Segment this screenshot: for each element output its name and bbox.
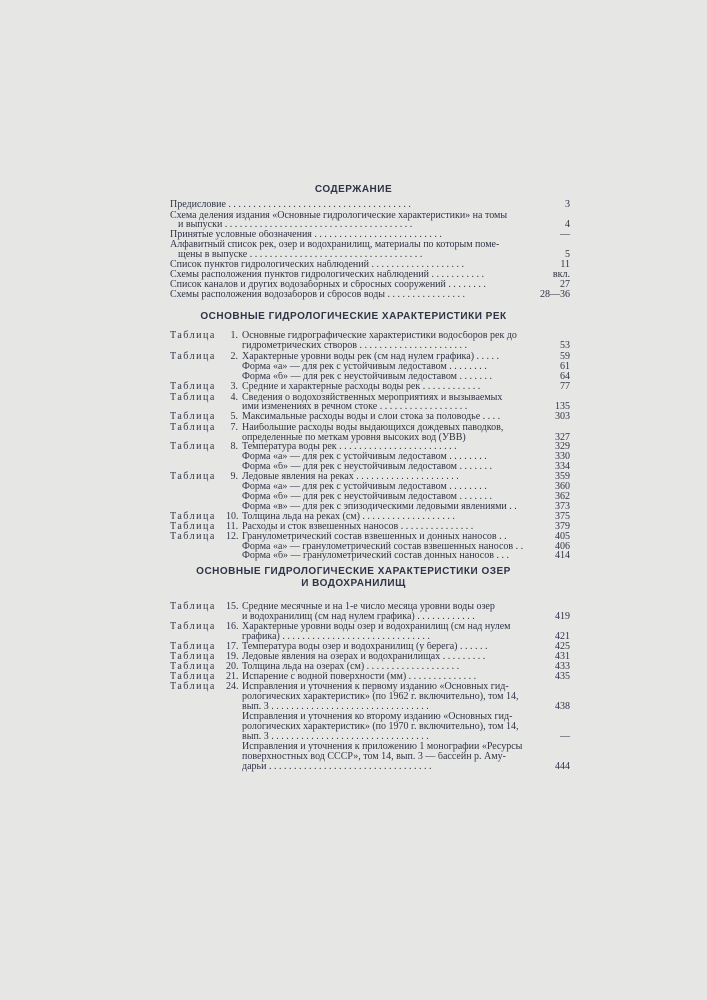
contents-entry-text: Предисловие . . . . . . . . . . . . . . . . . . . . . . . . . . . . . . . . . . . . . bbox=[170, 200, 411, 210]
table-number: 4. bbox=[230, 392, 238, 403]
table-entry-page: 425 bbox=[555, 641, 570, 652]
table-entry-text: вып. 3 . . . . . . . . . . . . . . . . . . . . . . . . . . . . . . . . bbox=[242, 702, 429, 712]
contents-heading: СОДЕРЖАНИЕ bbox=[314, 184, 393, 195]
table-number: 5. bbox=[230, 411, 238, 422]
table-entry-text: Форма «б» — для рек с неустойчивым ледоставом . . . . . . . bbox=[242, 372, 492, 382]
table-entry-text: и водохранилищ (см над нулем графика) . . . . . . . . . . . . bbox=[242, 612, 475, 622]
table-label: Таблица bbox=[170, 422, 216, 433]
table-entry-page: 359 bbox=[555, 471, 570, 482]
section-rivers-title: ОСНОВНЫЕ ГИДРОЛОГИЧЕСКИЕ ХАРАКТЕРИСТИКИ РЕК bbox=[200, 311, 507, 322]
table-entry-text: Максимальные расходы воды и слои стока за половодье . . . . bbox=[242, 412, 501, 422]
table-entry-page: 405 bbox=[555, 531, 570, 542]
table-entry-page: 330 bbox=[555, 451, 570, 462]
table-entry-page: 414 bbox=[555, 550, 570, 561]
contents-entry-text: и выпуски . . . . . . . . . . . . . . . . . . . . . . . . . . . . . . . . . . . . . . bbox=[178, 220, 413, 230]
contents-entry-page: 27 bbox=[560, 279, 570, 290]
table-label: Таблица bbox=[170, 351, 216, 362]
table-label: Таблица bbox=[170, 601, 216, 612]
table-entry-text: Исправления и уточнения к первому изданию «Основных гид- bbox=[242, 682, 509, 692]
contents-entry-text: Список каналов и других водозаборных и сбросных сооружений . . . . . . . . bbox=[170, 280, 486, 290]
table-entry-page: 334 bbox=[555, 461, 570, 472]
table-entry-text: Форма «а» — для рек с устойчивым ледоставом . . . . . . . . bbox=[242, 452, 487, 462]
table-number: 8. bbox=[230, 441, 238, 452]
table-number: 2. bbox=[230, 351, 238, 362]
contents-entry-text: Принятые условные обозначения . . . . . . . . . . . . . . . . . . . . . . . . . . bbox=[170, 230, 442, 240]
table-entry-text: ими изменениях в речном стоке . . . . . . . . . . . . . . . . . . bbox=[242, 402, 468, 412]
table-entry-text: Исправления и уточнения ко второму изданию «Основных гид- bbox=[242, 712, 513, 722]
table-entry-text: Форма «а» — гранулометрический состав взвешенных наносов . . bbox=[242, 542, 524, 552]
table-number: 20. bbox=[226, 661, 239, 672]
table-number: 3. bbox=[230, 381, 238, 392]
table-entry-text: Форма «в» — для рек с эпизодическими ледовыми явлениями . . bbox=[242, 502, 517, 512]
table-label: Таблица bbox=[170, 392, 216, 403]
table-label: Таблица bbox=[170, 441, 216, 452]
table-number: 1. bbox=[230, 330, 238, 341]
table-entry-text: Характерные уровни воды озер и водохранилищ (см над нулем bbox=[242, 622, 511, 632]
table-entry-text: Форма «б» — для рек с неустойчивым ледоставом . . . . . . . bbox=[242, 462, 492, 472]
table-entry-text: Испарение с водной поверхности (мм) . . . . . . . . . . . . . . bbox=[242, 672, 477, 682]
contents-entry-text: Список пунктов гидрологических наблюдений . . . . . . . . . . . . . . . . . . . bbox=[170, 260, 464, 270]
table-entry-text: рологических характеристик» (по 1962 г. включительно), том 14, bbox=[242, 692, 519, 702]
table-entry-text: вып. 3 . . . . . . . . . . . . . . . . . . . . . . . . . . . . . . . . bbox=[242, 732, 429, 742]
table-entry-text: дарьи . . . . . . . . . . . . . . . . . . . . . . . . . . . . . . . . . bbox=[242, 762, 432, 772]
table-entry-text: Ледовые явления на реках . . . . . . . . . . . . . . . . . . . . . bbox=[242, 472, 459, 482]
table-entry-text: Наибольшие расходы воды выдающихся дождевых паводков, bbox=[242, 423, 504, 433]
table-entry-text: Форма «а» — для рек с устойчивым ледоставом . . . . . . . . bbox=[242, 482, 487, 492]
table-entry-text: поверхностных вод СССР», том 14, вып. 3 — бассейн р. Аму- bbox=[242, 752, 506, 762]
table-label: Таблица bbox=[170, 511, 216, 522]
contents-entry-page: 4 bbox=[565, 219, 570, 230]
contents-entry-page: 5 bbox=[565, 249, 570, 260]
table-entry-page: 327 bbox=[555, 432, 570, 443]
table-label: Таблица bbox=[170, 651, 216, 662]
contents-entry-page: вкл. bbox=[552, 269, 570, 280]
table-entry-page: 375 bbox=[555, 511, 570, 522]
contents-entry-page: 28—36 bbox=[540, 289, 570, 300]
contents-entry-text: Схемы расположения пунктов гидрологических наблюдений . . . . . . . . . . . bbox=[170, 270, 485, 280]
table-entry-page: 360 bbox=[555, 481, 570, 492]
contents-entry-page: 11 bbox=[560, 259, 570, 270]
table-label: Таблица bbox=[170, 531, 216, 542]
table-number: 16. bbox=[226, 621, 239, 632]
table-label: Таблица bbox=[170, 381, 216, 392]
table-entry-page: 444 bbox=[555, 761, 570, 772]
table-number: 19. bbox=[226, 651, 239, 662]
table-entry-page: 61 bbox=[560, 361, 570, 372]
table-entry-page: 303 bbox=[555, 411, 570, 422]
table-number: 10. bbox=[226, 511, 239, 522]
table-number: 15. bbox=[226, 601, 239, 612]
table-entry-page: 64 bbox=[560, 371, 570, 382]
contents-entry-page: 3 bbox=[565, 199, 570, 210]
table-number: 9. bbox=[230, 471, 238, 482]
table-entry-page: 406 bbox=[555, 541, 570, 552]
table-entry-text: Форма «б» — для рек с неустойчивым ледоставом . . . . . . . bbox=[242, 492, 492, 502]
table-entry-text: Сведения о водохозяйственных мероприятиях и вызываемых bbox=[242, 393, 503, 403]
table-number: 17. bbox=[226, 641, 239, 652]
table-entry-text: Температура воды озер и водохранилищ (у берега) . . . . . . bbox=[242, 642, 488, 652]
table-label: Таблица bbox=[170, 471, 216, 482]
table-number: 24. bbox=[226, 681, 239, 692]
contents-entry-text: Алфавитный список рек, озер и водохранилищ, материалы по которым поме- bbox=[170, 240, 500, 250]
table-entry-page: 77 bbox=[560, 381, 570, 392]
table-label: Таблица bbox=[170, 521, 216, 532]
contents-entry-text: щены в выпуске . . . . . . . . . . . . . . . . . . . . . . . . . . . . . . . . . . . bbox=[178, 250, 423, 260]
table-entry-page: 135 bbox=[555, 401, 570, 412]
table-entry-text: Толщина льда на озерах (см) . . . . . . . . . . . . . . . . . . . bbox=[242, 662, 460, 672]
table-entry-text: Средние и характерные расходы воды рек . . . . . . . . . . . . bbox=[242, 382, 481, 392]
table-label: Таблица bbox=[170, 411, 216, 422]
table-entry-text: Форма «а» — для рек с устойчивым ледоставом . . . . . . . . bbox=[242, 362, 487, 372]
table-entry-text: Толщина льда на реках (см) . . . . . . . . . . . . . . . . . . . bbox=[242, 512, 455, 522]
table-entry-text: Температура воды рек . . . . . . . . . . . . . . . . . . . . . . . . bbox=[242, 442, 457, 452]
table-entry-text: Исправления и уточнения к приложению 1 монографии «Ресурсы bbox=[242, 742, 523, 752]
table-entry-text: Гранулометрический состав взвешенных и донных наносов . . bbox=[242, 532, 507, 542]
table-entry-page: 53 bbox=[560, 340, 570, 351]
table-entry-text: определенные по меткам уровня высоких вод (УВВ) bbox=[242, 433, 466, 443]
table-label: Таблица bbox=[170, 681, 216, 692]
table-label: Таблица bbox=[170, 661, 216, 672]
table-entry-page: 435 bbox=[555, 671, 570, 682]
table-entry-text: Форма «б» — гранулометрический состав донных наносов . . . bbox=[242, 551, 509, 561]
table-number: 12. bbox=[226, 531, 239, 542]
table-entry-page: — bbox=[560, 731, 570, 742]
table-entry-text: Ледовые явления на озерах и водохранилищах . . . . . . . . . bbox=[242, 652, 486, 662]
contents-entry-text: Схемы расположения водозаборов и сбросов воды . . . . . . . . . . . . . . . . bbox=[170, 290, 465, 300]
table-label: Таблица bbox=[170, 621, 216, 632]
contents-entry-page: — bbox=[560, 229, 570, 240]
table-entry-text: Средние месячные и на 1-е число месяца уровни воды озер bbox=[242, 602, 495, 612]
table-entry-text: Характерные уровни воды рек (см над нулем графика) . . . . . bbox=[242, 352, 500, 362]
table-number: 11. bbox=[226, 521, 239, 532]
table-entry-text: Расходы и сток взвешенных наносов . . . . . . . . . . . . . . . bbox=[242, 522, 474, 532]
table-label: Таблица bbox=[170, 330, 216, 341]
table-entry-page: 431 bbox=[555, 651, 570, 662]
table-number: 7. bbox=[230, 422, 238, 433]
table-entry-page: 59 bbox=[560, 351, 570, 362]
table-entry-page: 379 bbox=[555, 521, 570, 532]
table-entry-page: 438 bbox=[555, 701, 570, 712]
section-lakes-title-line2: И ВОДОХРАНИЛИЩ bbox=[301, 578, 406, 589]
table-entry-text: графика) . . . . . . . . . . . . . . . . . . . . . . . . . . . . . . bbox=[242, 632, 430, 642]
table-entry-page: 419 bbox=[555, 611, 570, 622]
table-label: Таблица bbox=[170, 671, 216, 682]
table-entry-text: гидрометрических створов . . . . . . . . . . . . . . . . . . . . . . bbox=[242, 341, 468, 351]
table-label: Таблица bbox=[170, 641, 216, 652]
table-entry-page: 362 bbox=[555, 491, 570, 502]
table-entry-page: 329 bbox=[555, 441, 570, 452]
table-entry-text: рологических характеристик» (по 1970 г. включительно), том 14, bbox=[242, 722, 519, 732]
table-entry-page: 421 bbox=[555, 631, 570, 642]
table-entry-text: Основные гидрографические характеристики водосборов рек до bbox=[242, 331, 517, 341]
contents-entry-text: Схема деления издания «Основные гидрологические характеристики» на томы bbox=[170, 211, 508, 221]
table-entry-page: 433 bbox=[555, 661, 570, 672]
section-lakes-title-line1: ОСНОВНЫЕ ГИДРОЛОГИЧЕСКИЕ ХАРАКТЕРИСТИКИ ОЗЕР bbox=[196, 566, 511, 577]
table-number: 21. bbox=[226, 671, 239, 682]
table-entry-page: 373 bbox=[555, 501, 570, 512]
